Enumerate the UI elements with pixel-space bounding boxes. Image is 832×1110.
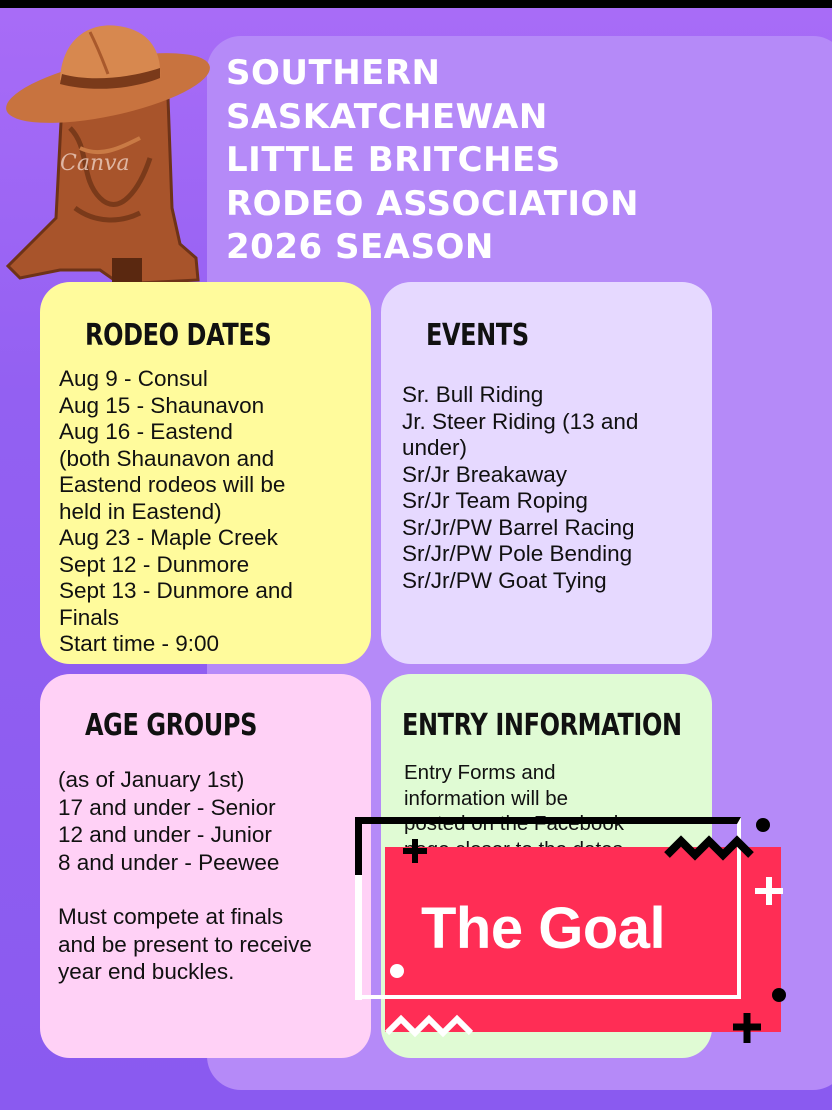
events-list (402, 382, 638, 594)
list-item: Aug 15 - Shaunavon (59, 392, 265, 418)
list-item: Sept 12 - Dunmore (59, 551, 250, 577)
list-item: held in Eastend) (59, 498, 222, 524)
list-item: Sr/Jr/PW Barrel Racing (402, 514, 635, 540)
events-card (381, 282, 712, 664)
list-item: 17 and under - Senior (58, 794, 276, 820)
list-item: 12 and under - Junior (58, 822, 272, 847)
list-item: (as of January 1st) (58, 767, 245, 792)
rodeo-dates-card (40, 282, 371, 664)
the-goal-overlay (355, 815, 795, 1045)
list-item: Aug 9 - Consul (59, 366, 208, 391)
title-line: RODEO ASSOCIATION (226, 183, 639, 224)
age-groups-card (40, 674, 371, 1058)
cowboy-boot-icon (0, 8, 210, 298)
title-line: SASKATCHEWAN (226, 96, 548, 137)
list-item: Sr/Jr Breakaway (402, 461, 568, 487)
title-line: LITTLE BRITCHES (226, 140, 561, 180)
title-line: SOUTHERN (226, 53, 441, 93)
events-heading: EVENTS (426, 318, 529, 353)
note-line: year end buckles. (58, 959, 235, 984)
age-groups-list (58, 766, 279, 876)
title-line: 2026 SEASON (226, 227, 494, 267)
list-item: Eastend rodeos will be (59, 472, 286, 497)
list-item: Jr. Steer Riding (13 and (402, 408, 639, 434)
rodeo-dates-list (59, 366, 293, 658)
goal-label: The Goal (421, 896, 666, 961)
list-item: Sr/Jr Team Roping (402, 488, 588, 513)
note-line: and be present to receive (58, 931, 312, 957)
list-item: (both Shaunavon and (59, 445, 275, 471)
age-groups-note (58, 903, 312, 986)
list-item: Aug 16 - Eastend (59, 419, 233, 444)
list-item: Entry Forms and (404, 761, 556, 784)
age-groups-heading: AGE GROUPS (85, 708, 257, 743)
list-item: Start time - 9:00 (59, 631, 220, 656)
page-title (226, 52, 826, 270)
list-item: under) (402, 435, 468, 460)
rodeo-dates-heading: RODEO DATES (85, 318, 272, 353)
svg-text:Canva: Canva (60, 151, 130, 176)
list-item: 8 and under - Peewee (58, 849, 280, 875)
list-item: Sr/Jr/PW Pole Bending (402, 541, 633, 566)
top-bar (0, 0, 832, 8)
list-item: Finals (59, 604, 120, 630)
note-line: Must compete at finals (58, 904, 284, 929)
list-item: Sr. Bull Riding (402, 382, 544, 407)
list-item: Sept 13 - Dunmore and (59, 578, 293, 603)
list-item: posted on the Facebook (404, 812, 624, 835)
list-item: Aug 23 - Maple Creek (59, 525, 278, 550)
list-item: Sr/Jr/PW Goat Tying (402, 567, 607, 593)
entry-information-heading: ENTRY INFORMATION (402, 708, 682, 743)
list-item: information will be (404, 786, 569, 810)
